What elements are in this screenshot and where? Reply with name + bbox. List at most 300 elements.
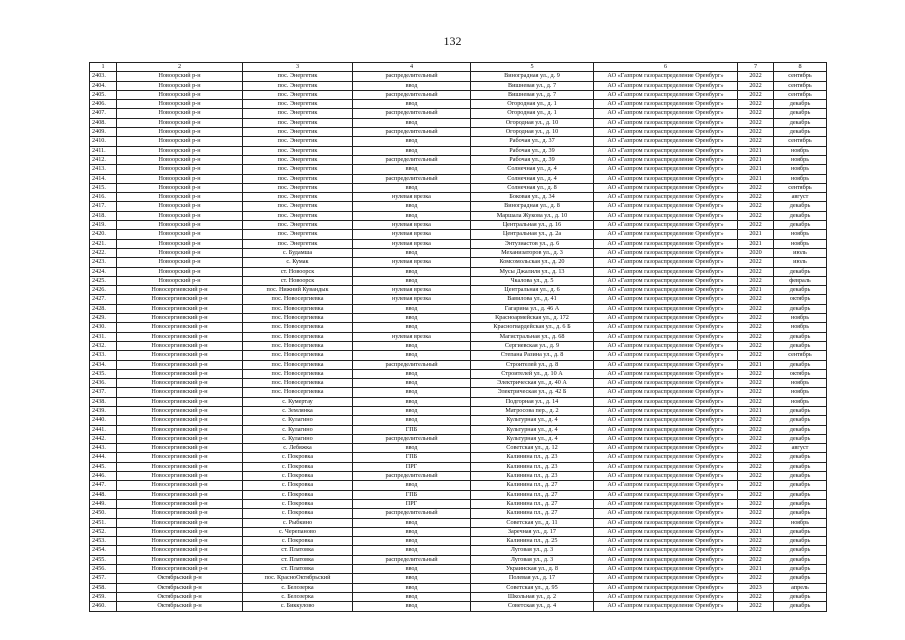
- year-cell: 2022: [738, 537, 774, 546]
- address-cell: Полевая ул., д. 17: [471, 574, 594, 583]
- district-cell: Новоорский р-н: [117, 202, 243, 211]
- year-cell: 2022: [738, 351, 774, 360]
- pipeline-type-cell: ввод: [353, 341, 471, 350]
- organization-cell: АО «Газпром газораспределение Оренбург»: [594, 100, 738, 109]
- table-row: [90, 434, 827, 443]
- month-cell: июль: [774, 248, 827, 257]
- row-number-cell: 2407.: [90, 109, 117, 118]
- row-number-cell: 2441.: [90, 425, 117, 434]
- year-cell: 2022: [738, 323, 774, 332]
- table-row: [90, 286, 827, 295]
- month-cell: декабрь: [774, 118, 827, 127]
- pipeline-type-cell: ввод: [353, 276, 471, 285]
- month-cell: декабрь: [774, 286, 827, 295]
- settlement-cell: пос. Энергетик: [243, 239, 353, 248]
- month-cell: ноябрь: [774, 388, 827, 397]
- row-number-cell: 2440.: [90, 416, 117, 425]
- settlement-cell: пос. Энергетик: [243, 72, 353, 81]
- settlement-cell: пос. Энергетик: [243, 81, 353, 90]
- settlement-cell: с. Покровка: [243, 509, 353, 518]
- table-row: [90, 388, 827, 397]
- organization-cell: АО «Газпром газораспределение Оренбург»: [594, 592, 738, 601]
- row-number-cell: 2431.: [90, 332, 117, 341]
- pipeline-type-cell: ввод: [353, 379, 471, 388]
- row-number-cell: 2426.: [90, 286, 117, 295]
- address-cell: Строителей ул., д. 8: [471, 360, 594, 369]
- address-cell: Заречная ул., д. 17: [471, 527, 594, 536]
- table-row: [90, 397, 827, 406]
- district-cell: Новосергиевский р-н: [117, 295, 243, 304]
- row-number-cell: 2422.: [90, 248, 117, 257]
- organization-cell: АО «Газпром газораспределение Оренбург»: [594, 518, 738, 527]
- settlement-cell: с. Покровка: [243, 453, 353, 462]
- settlement-cell: с. Покровка: [243, 490, 353, 499]
- column-header: 4: [353, 63, 471, 72]
- month-cell: декабрь: [774, 565, 827, 574]
- district-cell: Новоорский р-н: [117, 146, 243, 155]
- organization-cell: АО «Газпром газораспределение Оренбург»: [594, 434, 738, 443]
- row-number-cell: 2416.: [90, 193, 117, 202]
- pipeline-type-cell: ввод: [353, 314, 471, 323]
- district-cell: Новосергиевский р-н: [117, 481, 243, 490]
- settlement-cell: с. Кулагино: [243, 416, 353, 425]
- pipeline-type-cell: ввод: [353, 304, 471, 313]
- district-cell: Новоорский р-н: [117, 183, 243, 192]
- pipeline-type-cell: ввод: [353, 183, 471, 192]
- settlement-cell: пос. Энергетик: [243, 128, 353, 137]
- pipeline-type-cell: распределительный: [353, 360, 471, 369]
- table-row: [90, 304, 827, 313]
- year-cell: 2022: [738, 499, 774, 508]
- settlement-cell: с. Землянка: [243, 406, 353, 415]
- table-row: [90, 472, 827, 481]
- row-number-cell: 2406.: [90, 100, 117, 109]
- district-cell: Новоорский р-н: [117, 239, 243, 248]
- organization-cell: АО «Газпром газораспределение Оренбург»: [594, 304, 738, 313]
- address-cell: Школьная ул., д. 2: [471, 592, 594, 601]
- pipeline-type-cell: ввод: [353, 351, 471, 360]
- table-row: [90, 444, 827, 453]
- settlement-cell: с. Рыбкино: [243, 518, 353, 527]
- settlement-cell: пос. Энергетик: [243, 100, 353, 109]
- settlement-cell: пос. Энергетик: [243, 221, 353, 230]
- table-row: [90, 499, 827, 508]
- district-cell: Новосергиевский р-н: [117, 434, 243, 443]
- pipeline-type-cell: ввод: [353, 211, 471, 220]
- table-row: [90, 100, 827, 109]
- pipeline-type-cell: ГПБ: [353, 453, 471, 462]
- settlement-cell: пос. Энергетик: [243, 174, 353, 183]
- address-cell: Боковая ул., д. 34: [471, 193, 594, 202]
- address-cell: Вишневая ул., д. 7: [471, 90, 594, 99]
- organization-cell: АО «Газпром газораспределение Оренбург»: [594, 341, 738, 350]
- address-cell: Гагарина ул., д. 46 А: [471, 304, 594, 313]
- row-number-cell: 2449.: [90, 499, 117, 508]
- year-cell: 2022: [738, 341, 774, 350]
- table-row: [90, 146, 827, 155]
- table-row: [90, 72, 827, 81]
- pipeline-type-cell: ввод: [353, 565, 471, 574]
- table-row: [90, 481, 827, 490]
- settlement-cell: с. Кумак: [243, 258, 353, 267]
- organization-cell: АО «Газпром газораспределение Оренбург»: [594, 509, 738, 518]
- pipeline-type-cell: ввод: [353, 416, 471, 425]
- pipeline-type-cell: распределительный: [353, 90, 471, 99]
- district-cell: Новоорский р-н: [117, 165, 243, 174]
- table-row: [90, 360, 827, 369]
- pipeline-type-cell: ввод: [353, 546, 471, 555]
- address-cell: Электрическая ул., д. 40 А: [471, 379, 594, 388]
- column-header: 1: [90, 63, 117, 72]
- year-cell: 2021: [738, 146, 774, 155]
- year-cell: 2022: [738, 295, 774, 304]
- year-cell: 2022: [738, 472, 774, 481]
- pipeline-type-cell: ввод: [353, 406, 471, 415]
- row-number-cell: 2405.: [90, 90, 117, 99]
- table-row: [90, 295, 827, 304]
- year-cell: 2022: [738, 490, 774, 499]
- table-row: [90, 583, 827, 592]
- settlement-cell: с. Кумертау: [243, 397, 353, 406]
- year-cell: 2021: [738, 406, 774, 415]
- pipeline-type-cell: распределительный: [353, 555, 471, 564]
- month-cell: декабрь: [774, 434, 827, 443]
- month-cell: февраль: [774, 276, 827, 285]
- year-cell: 2022: [738, 574, 774, 583]
- organization-cell: АО «Газпром газораспределение Оренбург»: [594, 128, 738, 137]
- year-cell: 2021: [738, 527, 774, 536]
- organization-cell: АО «Газпром газораспределение Оренбург»: [594, 472, 738, 481]
- organization-cell: АО «Газпром газораспределение Оренбург»: [594, 155, 738, 164]
- table-row: [90, 555, 827, 564]
- table-row: [90, 379, 827, 388]
- organization-cell: АО «Газпром газораспределение Оренбург»: [594, 444, 738, 453]
- district-cell: Новосергиевский р-н: [117, 444, 243, 453]
- column-header: 3: [243, 63, 353, 72]
- organization-cell: АО «Газпром газораспределение Оренбург»: [594, 360, 738, 369]
- address-cell: Калинина пл., д. 25: [471, 537, 594, 546]
- settlement-cell: пос. Новосергиевка: [243, 388, 353, 397]
- settlement-cell: с. Кулагино: [243, 425, 353, 434]
- gas-connection-table: [89, 62, 827, 612]
- pipeline-type-cell: ввод: [353, 248, 471, 257]
- address-cell: Рабочая ул., д. 37: [471, 137, 594, 146]
- row-number-cell: 2438.: [90, 397, 117, 406]
- month-cell: сентябрь: [774, 72, 827, 81]
- pipeline-type-cell: ввод: [353, 137, 471, 146]
- settlement-cell: с. Будамша: [243, 248, 353, 257]
- address-cell: Подгорная ул., д. 14: [471, 397, 594, 406]
- district-cell: Новоорский р-н: [117, 258, 243, 267]
- district-cell: Новосергиевский р-н: [117, 453, 243, 462]
- table-row: [90, 258, 827, 267]
- year-cell: 2022: [738, 304, 774, 313]
- row-number-cell: 2446.: [90, 472, 117, 481]
- row-number-cell: 2433.: [90, 351, 117, 360]
- pipeline-type-cell: ПРГ: [353, 462, 471, 471]
- month-cell: июль: [774, 258, 827, 267]
- district-cell: Новосергиевский р-н: [117, 323, 243, 332]
- pipeline-type-cell: ввод: [353, 323, 471, 332]
- month-cell: август: [774, 444, 827, 453]
- settlement-cell: с. Покровка: [243, 537, 353, 546]
- address-cell: Вавилова ул., д. 41: [471, 295, 594, 304]
- year-cell: 2022: [738, 183, 774, 192]
- settlement-cell: пос. Новосергиевка: [243, 332, 353, 341]
- district-cell: Новосергиевский р-н: [117, 286, 243, 295]
- pipeline-type-cell: распределительный: [353, 174, 471, 183]
- settlement-cell: пос. Энергетик: [243, 146, 353, 155]
- settlement-cell: пос. Новосергиевка: [243, 369, 353, 378]
- month-cell: апрель: [774, 583, 827, 592]
- organization-cell: АО «Газпром газораспределение Оренбург»: [594, 583, 738, 592]
- month-cell: декабрь: [774, 602, 827, 611]
- row-number-cell: 2419.: [90, 221, 117, 230]
- address-cell: Культурная ул., д. 4: [471, 434, 594, 443]
- row-number-cell: 2435.: [90, 369, 117, 378]
- district-cell: Новосергиевский р-н: [117, 406, 243, 415]
- row-number-cell: 2420.: [90, 230, 117, 239]
- settlement-cell: пос. Новосергиевка: [243, 341, 353, 350]
- pipeline-type-cell: ГПБ: [353, 490, 471, 499]
- organization-cell: АО «Газпром газораспределение Оренбург»: [594, 481, 738, 490]
- month-cell: ноябрь: [774, 518, 827, 527]
- address-cell: Виноградная ул., д. 8: [471, 202, 594, 211]
- organization-cell: АО «Газпром газораспределение Оренбург»: [594, 72, 738, 81]
- pipeline-type-cell: ввод: [353, 267, 471, 276]
- pipeline-type-cell: нулевая врезка: [353, 286, 471, 295]
- pipeline-type-cell: распределительный: [353, 72, 471, 81]
- organization-cell: АО «Газпром газораспределение Оренбург»: [594, 183, 738, 192]
- year-cell: 2022: [738, 555, 774, 564]
- organization-cell: АО «Газпром газораспределение Оренбург»: [594, 546, 738, 555]
- pipeline-type-cell: ввод: [353, 527, 471, 536]
- year-cell: 2022: [738, 416, 774, 425]
- year-cell: 2022: [738, 518, 774, 527]
- month-cell: декабрь: [774, 416, 827, 425]
- month-cell: октябрь: [774, 369, 827, 378]
- year-cell: 2022: [738, 258, 774, 267]
- district-cell: Новосергиевский р-н: [117, 462, 243, 471]
- settlement-cell: пос. Новосергиевка: [243, 360, 353, 369]
- table-row: [90, 174, 827, 183]
- month-cell: ноябрь: [774, 323, 827, 332]
- year-cell: 2022: [738, 72, 774, 81]
- settlement-cell: с. Белозерка: [243, 592, 353, 601]
- organization-cell: АО «Газпром газораспределение Оренбург»: [594, 286, 738, 295]
- district-cell: Октябрьский р-н: [117, 583, 243, 592]
- pipeline-type-cell: ввод: [353, 583, 471, 592]
- pipeline-type-cell: ввод: [353, 165, 471, 174]
- table-row: [90, 165, 827, 174]
- month-cell: ноябрь: [774, 155, 827, 164]
- address-cell: Степана Разина ул., д. 8: [471, 351, 594, 360]
- table-row: [90, 406, 827, 415]
- column-header: 5: [471, 63, 594, 72]
- district-cell: Новосергиевский р-н: [117, 546, 243, 555]
- address-cell: Магистральная ул., д. 68: [471, 332, 594, 341]
- settlement-cell: пос. Энергетик: [243, 90, 353, 99]
- pipeline-type-cell: нулевая врезка: [353, 221, 471, 230]
- settlement-cell: пос. Энергетик: [243, 211, 353, 220]
- month-cell: декабрь: [774, 546, 827, 555]
- settlement-cell: пос. Энергетик: [243, 137, 353, 146]
- organization-cell: АО «Газпром газораспределение Оренбург»: [594, 267, 738, 276]
- table-row: [90, 509, 827, 518]
- district-cell: Новоорский р-н: [117, 267, 243, 276]
- address-cell: Механизаторов ул., д. 3: [471, 248, 594, 257]
- address-cell: Солнечная ул., д. 8: [471, 183, 594, 192]
- year-cell: 2022: [738, 109, 774, 118]
- settlement-cell: с. Кулагино: [243, 434, 353, 443]
- row-number-cell: 2434.: [90, 360, 117, 369]
- organization-cell: АО «Газпром газораспределение Оренбург»: [594, 118, 738, 127]
- settlement-cell: пос. Энергетик: [243, 230, 353, 239]
- settlement-cell: пос. Энергетик: [243, 155, 353, 164]
- settlement-cell: с. Лебяжка: [243, 444, 353, 453]
- settlement-cell: пос. Новосергиевка: [243, 323, 353, 332]
- district-cell: Новосергиевский р-н: [117, 341, 243, 350]
- settlement-cell: пос. Энергетик: [243, 109, 353, 118]
- address-cell: Красноармейская ул., д. 172: [471, 314, 594, 323]
- row-number-cell: 2458.: [90, 583, 117, 592]
- pipeline-type-cell: ввод: [353, 146, 471, 155]
- organization-cell: АО «Газпром газораспределение Оренбург»: [594, 276, 738, 285]
- pipeline-type-cell: распределительный: [353, 128, 471, 137]
- table-row: [90, 332, 827, 341]
- year-cell: 2022: [738, 276, 774, 285]
- year-cell: 2022: [738, 462, 774, 471]
- month-cell: ноябрь: [774, 239, 827, 248]
- settlement-cell: с. Покровка: [243, 462, 353, 471]
- organization-cell: АО «Газпром газораспределение Оренбург»: [594, 379, 738, 388]
- address-cell: Рабочая ул., д. 39: [471, 146, 594, 155]
- organization-cell: АО «Газпром газораспределение Оренбург»: [594, 202, 738, 211]
- column-header: 7: [738, 63, 774, 72]
- month-cell: декабрь: [774, 109, 827, 118]
- table-row: [90, 109, 827, 118]
- month-cell: декабрь: [774, 211, 827, 220]
- address-cell: Матросова пер., д. 2: [471, 406, 594, 415]
- table-row: [90, 202, 827, 211]
- year-cell: 2022: [738, 221, 774, 230]
- organization-cell: АО «Газпром газораспределение Оренбург»: [594, 221, 738, 230]
- district-cell: Новоорский р-н: [117, 90, 243, 99]
- organization-cell: АО «Газпром газораспределение Оренбург»: [594, 314, 738, 323]
- district-cell: Новоорский р-н: [117, 81, 243, 90]
- row-number-cell: 2427.: [90, 295, 117, 304]
- year-cell: 2022: [738, 388, 774, 397]
- table-row: [90, 90, 827, 99]
- settlement-cell: пос. Энергетик: [243, 193, 353, 202]
- address-cell: Советская ул., д. 95: [471, 583, 594, 592]
- year-cell: 2021: [738, 165, 774, 174]
- district-cell: Новосергиевский р-н: [117, 314, 243, 323]
- district-cell: Новосергиевский р-н: [117, 472, 243, 481]
- district-cell: Новосергиевский р-н: [117, 565, 243, 574]
- table-row: [90, 574, 827, 583]
- table-row: [90, 369, 827, 378]
- address-cell: Калинина пл., д. 23: [471, 453, 594, 462]
- organization-cell: АО «Газпром газораспределение Оренбург»: [594, 499, 738, 508]
- settlement-cell: ст. Новоорск: [243, 267, 353, 276]
- year-cell: 2020: [738, 248, 774, 257]
- row-number-cell: 2456.: [90, 565, 117, 574]
- table-row: [90, 416, 827, 425]
- year-cell: 2022: [738, 453, 774, 462]
- month-cell: декабрь: [774, 555, 827, 564]
- district-cell: Новосергиевский р-н: [117, 388, 243, 397]
- address-cell: Чкалова ул., д. 5: [471, 276, 594, 285]
- row-number-cell: 2452.: [90, 527, 117, 536]
- pipeline-type-cell: ввод: [353, 100, 471, 109]
- pipeline-type-cell: нулевая врезка: [353, 193, 471, 202]
- month-cell: ноябрь: [774, 146, 827, 155]
- settlement-cell: ст. Платовка: [243, 546, 353, 555]
- column-header: 2: [117, 63, 243, 72]
- address-cell: Калинина пл., д. 27: [471, 499, 594, 508]
- table-row: [90, 537, 827, 546]
- row-number-cell: 2460.: [90, 602, 117, 611]
- address-cell: Калинина пл., д. 27: [471, 490, 594, 499]
- month-cell: сентябрь: [774, 90, 827, 99]
- pipeline-type-cell: нулевая врезка: [353, 230, 471, 239]
- pipeline-type-cell: ввод: [353, 397, 471, 406]
- organization-cell: АО «Газпром газораспределение Оренбург»: [594, 537, 738, 546]
- row-number-cell: 2437.: [90, 388, 117, 397]
- table-row: [90, 527, 827, 536]
- pipeline-type-cell: ввод: [353, 592, 471, 601]
- district-cell: Новосергиевский р-н: [117, 379, 243, 388]
- settlement-cell: пос. Энергетик: [243, 202, 353, 211]
- table-row: [90, 490, 827, 499]
- district-cell: Новоорский р-н: [117, 109, 243, 118]
- organization-cell: АО «Газпром газораспределение Оренбург»: [594, 239, 738, 248]
- organization-cell: АО «Газпром газораспределение Оренбург»: [594, 165, 738, 174]
- organization-cell: АО «Газпром газораспределение Оренбург»: [594, 397, 738, 406]
- address-cell: Калинина пл., д. 23: [471, 472, 594, 481]
- district-cell: Новоорский р-н: [117, 72, 243, 81]
- table-row: [90, 193, 827, 202]
- year-cell: 2022: [738, 592, 774, 601]
- organization-cell: АО «Газпром газораспределение Оренбург»: [594, 555, 738, 564]
- district-cell: Новоорский р-н: [117, 276, 243, 285]
- row-number-cell: 2443.: [90, 444, 117, 453]
- address-cell: Сергиевская ул., д. 9: [471, 341, 594, 350]
- row-number-cell: 2408.: [90, 118, 117, 127]
- organization-cell: АО «Газпром газораспределение Оренбург»: [594, 81, 738, 90]
- year-cell: 2022: [738, 397, 774, 406]
- address-cell: Огородная ул., д. 1: [471, 109, 594, 118]
- row-number-cell: 2425.: [90, 276, 117, 285]
- table-row: [90, 137, 827, 146]
- month-cell: декабрь: [774, 509, 827, 518]
- pipeline-type-cell: ввод: [353, 81, 471, 90]
- row-number-cell: 2411.: [90, 146, 117, 155]
- month-cell: ноябрь: [774, 397, 827, 406]
- row-number-cell: 2451.: [90, 518, 117, 527]
- organization-cell: АО «Газпром газораспределение Оренбург»: [594, 490, 738, 499]
- address-cell: Луговая ул., д. 3: [471, 546, 594, 555]
- month-cell: декабрь: [774, 490, 827, 499]
- pipeline-type-cell: нулевая врезка: [353, 295, 471, 304]
- district-cell: Новосергиевский р-н: [117, 369, 243, 378]
- month-cell: декабрь: [774, 481, 827, 490]
- row-number-cell: 2439.: [90, 406, 117, 415]
- row-number-cell: 2424.: [90, 267, 117, 276]
- row-number-cell: 2403.: [90, 72, 117, 81]
- organization-cell: АО «Газпром газораспределение Оренбург»: [594, 425, 738, 434]
